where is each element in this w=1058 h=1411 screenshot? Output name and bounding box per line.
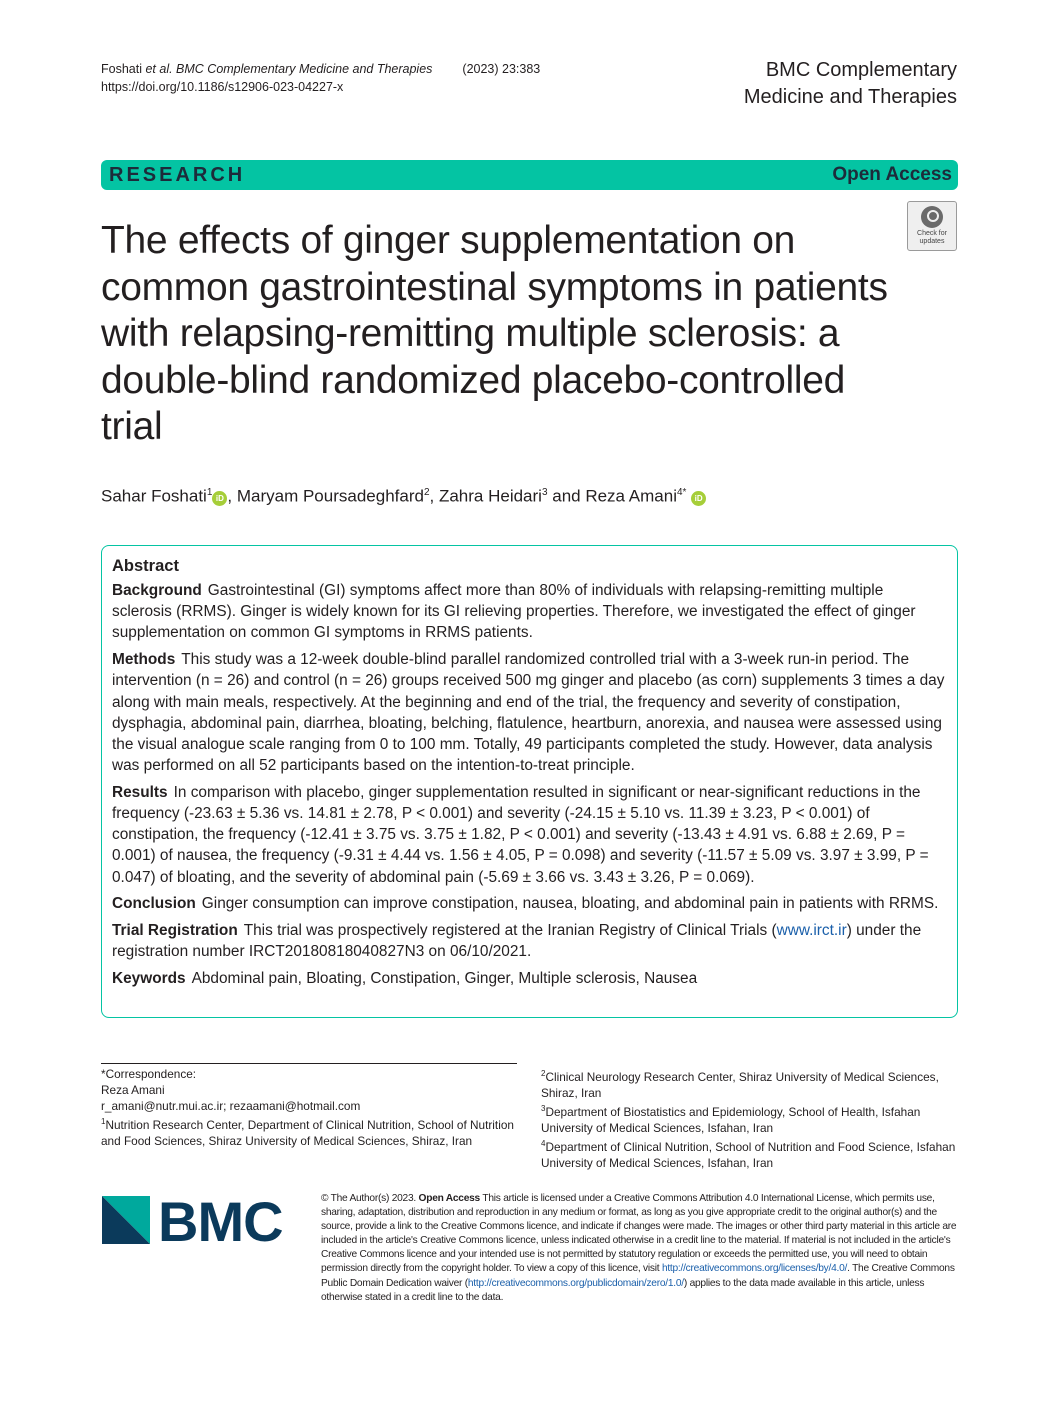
footnote-divider <box>101 1063 517 1064</box>
footnotes-left <box>101 1066 521 1149</box>
irct-link[interactable]: www.irct.ir <box>776 922 847 940</box>
license-open-access: Open Access <box>418 1193 480 1204</box>
orcid-icon[interactable]: iD <box>691 491 706 506</box>
bmc-logo <box>102 1194 297 1246</box>
footnotes-right <box>541 1066 959 1171</box>
affiliation-4: $^4$Department of Clinical Nutrition, School of Nutrition and Food Science, Isfahan University of Medical Sciences, Isfahan, Iran <box>541 1138 956 1170</box>
abstract-keywords: Keywords Abdominal pain, Bloating, Constipation, Ginger, Multiple sclerosis, Nausea <box>112 969 698 987</box>
journal-name-line1: BMC Complementary <box>765 59 957 81</box>
abstract-heading: Abstract <box>112 557 179 575</box>
cc-by-link[interactable]: http://creativecommons.org/licenses/by/4.0/ <box>661 1263 848 1275</box>
affiliation-1: $^1$Nutrition Research Center, Department of Clinical Nutrition, School of Nutrition and Food Sciences, Shiraz University of Medical Sciences, Shiraz, Iran <box>101 1117 514 1148</box>
cc-zero-link[interactable]: http://creativecommons.org/publicdomain/zero/1.0/ <box>467 1277 684 1289</box>
doi-link[interactable]: https://doi.org/10.1186/s12906-023-04227-x <box>101 80 344 94</box>
journal-name <box>744 57 957 111</box>
abstract-conclusion: Conclusion Ginger consumption can improve constipation, nausea, bloating, and abdominal pain in patients with RRMS. <box>112 895 939 913</box>
methods-label: Methods <box>112 651 176 669</box>
keywords-label: Keywords <box>112 969 186 987</box>
affiliation-sup: 2 <box>423 487 430 498</box>
citation-journal: et al. BMC Complementary Medicine and Therapies <box>145 62 433 76</box>
correspondence-label: *Correspondence: <box>101 1067 197 1081</box>
author-name: Sahar Foshati <box>101 486 207 506</box>
author-name: , Zahra Heidari <box>429 486 542 506</box>
affiliation-sup: 4* <box>676 487 687 498</box>
check-updates-line1: Check for <box>917 230 947 237</box>
affiliation-3: $^3$Department of Biostatistics and Epidemiology, School of Health, Isfahan University of Medical Sciences, Isfahan, Iran <box>541 1103 921 1135</box>
author-name: and Reza Amani <box>547 486 677 506</box>
author-list <box>101 482 706 508</box>
abstract-background: Background Gastrointestinal (GI) symptoms affect more than 80% of individuals with relapsing-remitting multiple sclerosis (RRMS). Ginger is widely known for its GI relieving properties. Therefore, we investigated the effect of ginger supplementation on common GI symptoms in RRMS patients. <box>112 582 916 642</box>
affiliation-sup: 1 <box>206 487 213 498</box>
journal-name-line2: Medicine and Therapies <box>743 86 957 108</box>
bmc-logo-text: BMC <box>158 1194 283 1246</box>
background-label: Background <box>112 582 202 599</box>
results-label: Results <box>112 783 168 801</box>
abstract-box <box>101 545 958 1018</box>
citation-line <box>101 60 540 78</box>
conclusion-label: Conclusion <box>112 895 196 913</box>
abstract-methods: Methods This study was a 12-week double-blind parallel randomized controlled trial with a 3-week run-in period. The intervention (n = 26) and control (n = 26) groups received 500 mg ginger and placebo (as corn) supplements 3 times a day along with main meals, respectively. At the beginning and end of the trial, the frequency and severity of constipation, dysphagia, abdominal pain, diarrhea, bloating, belching, flatulence, heartburn, anorexia, and nausea were assessed using the visual analogue scale ranging from 0 to 100 mm. Totally, 49 participants completed the study. However, data analysis was performed on all 52 participants based on the intention-to-treat principle. <box>112 651 945 775</box>
correspondence-email[interactable]: r_amani@nutr.mui.ac.ir; rezaamani@hotmail.com <box>101 1099 361 1113</box>
orcid-icon[interactable]: iD <box>212 491 227 506</box>
author-name: , Maryam Poursadeghfard <box>227 486 424 506</box>
check-updates-line2: updates <box>919 238 945 245</box>
check-updates-icon <box>921 206 943 228</box>
affiliation-sup: 3 <box>541 487 548 498</box>
running-header <box>101 60 540 96</box>
abstract-results: Results In comparison with placebo, ginger supplementation resulted in significant or near-significant reductions in the frequency (-23.63 ± 5.36 vs. 14.81 ± 2.78, P < 0.001) and severity (-24.15 ± 5.10 vs. 11.39 ± 3.23, P < 0.001) of constipation, the frequency (-12.41 ± 3.75 vs. 3.75 ± 1.82, P < 0.001) and severity (-13.43 ± 4.91 vs. 6.88 ± 2.69, P = 0.001) of nausea, the frequency (-9.31 ± 4.44 vs. 1.56 ± 4.05, P = 0.098) and severity (-11.57 ± 5.09 vs. 3.97 ± 3.99, P = 0.047) of bloating, and the severity of abdominal pain (-5.69 ± 3.66 vs. 3.43 ± 3.26, P = 0.069). <box>112 783 929 886</box>
trial-registration-label: Trial Registration <box>112 922 238 940</box>
open-access-label: Open Access <box>832 164 952 185</box>
citation-authors: Foshati <box>101 62 146 76</box>
section-label: RESEARCH <box>109 163 246 186</box>
check-for-updates-badge[interactable] <box>907 201 957 251</box>
affiliation-2: $^2$Clinical Neurology Research Center, Shiraz University of Medical Sciences, Shiraz, Iran <box>541 1069 939 1100</box>
article-title: The effects of ginger supplementation on common gastrointestinal symptoms in patients with relapsing-remitting multiple sclerosis: a double-blind randomized placebo-controlled trial <box>101 219 888 448</box>
abstract-trial-registration: Trial Registration This trial was prospectively registered at the Iranian Registry of Clinical Trials (www.irct.ir) under the registration number IRCT20180818040827N3 on 06/10/2021. <box>112 922 922 961</box>
citation-year-volume: (2023) 23:383 <box>462 62 541 76</box>
license-text: © The Author(s) 2023. Open Access This article is licensed under a Creative Commons Attribution 4.0 International License, which permits use, sharing, adaptation, distribution and reproduction in any medium or format, as long as you give appropriate credit to the original author(s) and the source, provide a link to the Creative Commons licence, and indicate if changes were made. The images or other third party material in this article are included in the article's Creative Commons licence, unless indicated otherwise in a credit line to the material. If material is not included in the article's Creative Commons licence and your intended use is not permitted by statutory regulation or exceeds the permitted use, you will need to obtain permission directly from the copyright holder. To view a copy of this licence, visit http://creativecommons.org/licenses/by/4.0/. The Creative Commons Public Domain Dedication waiver (http://creativecommons.org/publicdomain/zero/1.0/) applies to the data made available in this article, unless otherwise stated in a credit line to the data. <box>321 1193 957 1303</box>
correspondence-name: Reza Amani <box>101 1083 165 1097</box>
section-banner <box>101 160 958 190</box>
